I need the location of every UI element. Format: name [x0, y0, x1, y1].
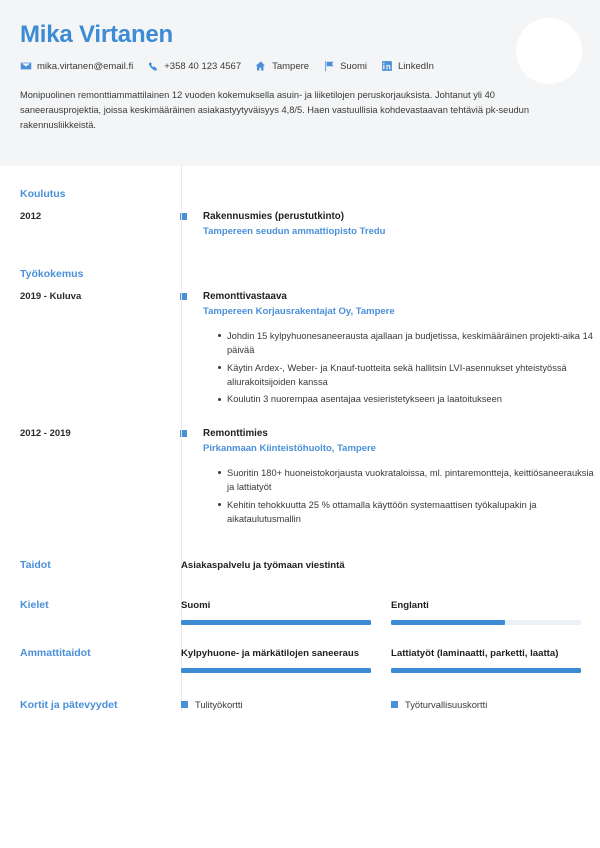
section-label-languages: Kielet [20, 599, 49, 612]
certificate-marker-icon [391, 701, 398, 708]
avatar [516, 18, 582, 84]
certificate-item [391, 699, 581, 710]
summary-text: Monipuolinen remonttiammattilainen 12 vuoden kokemuksella asuin- ja liiketilojen peruskorjauksista. Johtanut yli 40 saneerausprojektia, joissa keskimääräinen asiakastyytyväisyys 4,8/5. Haen vastuullisia kohdevastaavan tehtäviä pk-seudun rakennusliikkeistä. [20, 90, 530, 131]
language-level-fill [391, 620, 505, 625]
experience-org: Pirkanmaan Kiinteistöhuolto, Tampere [203, 443, 376, 455]
list-item: Käytin Ardex-, Weber- ja Knauf-tuotteita sekä hallitsin LVI-asennukset yhteistyössä aliurakoitsijoiden kanssa [218, 361, 600, 390]
experience-date: 2012 - 2019 [20, 427, 71, 439]
experience-bullets [203, 329, 600, 407]
language-level-fill [181, 620, 371, 625]
language-name: Suomi [181, 600, 211, 612]
education-title: Rakennusmies (perustutkinto) [203, 211, 344, 222]
certificate-marker-icon [181, 701, 188, 708]
education-date: 2012 [20, 211, 42, 222]
experience-title: Remonttivastaava [203, 290, 287, 302]
resume-body [0, 166, 600, 711]
certificate-name: Työturvallisuuskortti [405, 699, 488, 711]
contact-email-label: mika.virtanen@email.fi [37, 60, 134, 72]
contact-row [20, 60, 580, 72]
contact-country [323, 60, 367, 72]
section-label-professional-skills: Ammattitaidot [20, 647, 91, 660]
flag-icon [323, 60, 335, 72]
professional-skill-level-fill [181, 668, 371, 673]
section-label-certificates: Kortit ja pätevyydet [20, 699, 118, 712]
professional-skill-level-fill [391, 668, 581, 673]
contact-country-label: Suomi [340, 60, 368, 72]
experience-date: 2019 - Kuluva [20, 290, 82, 302]
section-professional-skills [0, 647, 600, 673]
language-item [181, 599, 371, 625]
column-divider [181, 166, 182, 711]
skills-grid [181, 559, 580, 573]
experience-org: Tampereen Korjausrakentajat Oy, Tampere [203, 306, 395, 318]
section-skills [0, 559, 600, 573]
linkedin-icon [381, 60, 393, 72]
languages-grid [181, 599, 581, 625]
language-name: Englanti [391, 600, 429, 612]
section-languages [0, 599, 600, 625]
certificate-name: Tulityökortti [195, 699, 243, 711]
professional-skill-level-bar [391, 668, 581, 673]
section-label-skills: Taidot [20, 559, 51, 572]
home-icon [255, 60, 267, 72]
section-label-education: Koulutus [20, 188, 66, 200]
contact-city [255, 60, 309, 72]
experience-title: Remonttimies [203, 427, 268, 439]
email-icon [20, 60, 32, 72]
certificate-item [181, 699, 371, 710]
experience-bullets [203, 466, 600, 527]
language-level-bar [181, 620, 371, 625]
skill-name: Asiakaspalvelu ja työmaan viestintä [181, 560, 345, 572]
skill-item [181, 559, 371, 573]
phone-icon [147, 60, 159, 72]
education-org: Tampereen seudun ammattiopisto Tredu [203, 226, 386, 238]
professional-skill-item [391, 647, 581, 673]
contact-city-label: Tampere [272, 60, 310, 72]
contact-linkedin[interactable] [381, 60, 434, 72]
contact-email[interactable] [20, 60, 133, 72]
experience-entry [0, 290, 600, 410]
professional-skill-name: Kylpyhuone- ja märkätilojen saneeraus [181, 648, 360, 660]
list-item: Johdin 15 kylpyhuonesaneerausta ajallaan ja budjetissa, keskimääräinen projekti-aika 14 päivää [218, 329, 600, 358]
certificates-grid [181, 699, 581, 710]
resume-header [0, 0, 600, 166]
language-level-bar [391, 620, 581, 625]
section-experience [0, 268, 600, 280]
professional-skills-grid [181, 647, 581, 673]
language-item [391, 599, 581, 625]
section-education [0, 188, 600, 200]
contact-phone[interactable] [147, 60, 241, 72]
professional-skill-item [181, 647, 371, 673]
section-certificates [0, 699, 600, 711]
experience-entry [0, 427, 600, 530]
list-item: Koulutin 3 nuorempaa asentajaa vesieristetykseen ja laatoitukseen [218, 392, 600, 406]
list-item: Kehitin tehokkuutta 25 % ottamalla käyttöön systemaattisen työkalupakin ja aikataulutusmallin [218, 498, 600, 527]
professional-skill-level-bar [181, 668, 371, 673]
list-item: Suoritin 180+ huoneistokorjausta vuokrataloissa, ml. pintaremontteja, keittiösaneerauksia ja lattiatyöt [218, 466, 600, 495]
page-title: Mika Virtanen [20, 21, 174, 48]
contact-linkedin-label: LinkedIn [398, 60, 434, 72]
section-label-experience: Työkokemus [20, 267, 84, 280]
professional-skill-name: Lattiatyöt (laminaatti, parketti, laatta) [391, 648, 559, 660]
contact-phone-label: +358 40 123 4567 [164, 60, 242, 72]
education-entry [0, 210, 600, 240]
